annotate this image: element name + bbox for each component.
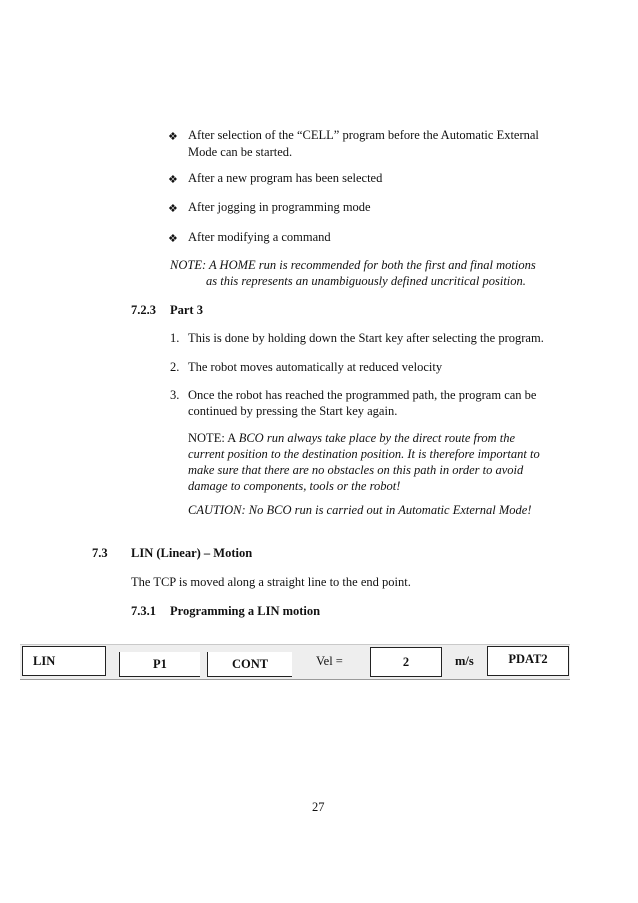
point-value: P1 (153, 656, 167, 671)
command-box[interactable] (22, 646, 106, 676)
bullet-icon: ❖ (168, 131, 178, 143)
command-label: LIN (33, 653, 56, 668)
step-number: 3. (170, 388, 180, 402)
note-text: as this represents an unambiguously defined uncritical position. (206, 274, 526, 288)
paragraph: The TCP is moved along a straight line to the end point. (131, 575, 411, 589)
note-text: make sure that there are no obstacles on this path in order to avoid (188, 463, 524, 477)
step-number: 1. (170, 331, 180, 345)
velocity-value-box[interactable] (370, 647, 442, 677)
bullet-icon: ❖ (168, 174, 178, 186)
note-text: current position to the destination position. It is therefore important to (188, 447, 540, 461)
note-text: damage to components, tools or the robot! (188, 479, 401, 493)
point-data-box[interactable] (487, 646, 569, 676)
section-number: 7.3.1 (131, 604, 156, 618)
note-rest: BCO run always take place by the direct route from the (238, 431, 516, 445)
caution-text: CAUTION: No BCO run is carried out in Automatic External Mode! (188, 503, 532, 517)
velocity-value: 2 (402, 654, 410, 669)
bullet-text: After a new program has been selected (188, 171, 383, 185)
bullet-text: After modifying a command (188, 230, 331, 244)
step-number: 2. (170, 360, 180, 374)
note-text: NOTE: A HOME run is recommended for both the first and final motions (170, 258, 536, 272)
point-field[interactable] (119, 652, 200, 677)
step-text: Once the robot has reached the programmed path, the program can be (188, 388, 537, 402)
section-title: LIN (Linear) – Motion (131, 546, 253, 560)
bullet-icon: ❖ (168, 203, 178, 215)
note-text (188, 431, 515, 446)
bullet-text: Mode can be started. (188, 145, 293, 159)
unit-label: m/s (455, 654, 474, 668)
cont-value: CONT (231, 656, 269, 671)
step-text: The robot moves automatically at reduced velocity (188, 360, 443, 374)
section-title: Programming a LIN motion (170, 604, 321, 618)
step-text: continued by pressing the Start key again. (188, 404, 398, 418)
section-number: 7.3 (92, 546, 108, 560)
section-number: 7.2.3 (131, 303, 156, 317)
page-number: 27 (312, 800, 325, 814)
vel-label: Vel = (316, 654, 343, 668)
cont-field[interactable] (207, 652, 292, 677)
note-prefix: NOTE: A (188, 431, 239, 445)
inline-form-toolbar (20, 644, 570, 680)
point-data-label: PDAT2 (508, 652, 548, 666)
section-title: Part 3 (170, 303, 203, 317)
bullet-text: After jogging in programming mode (188, 200, 371, 214)
bullet-icon: ❖ (168, 233, 178, 245)
bullet-text: After selection of the “CELL” program before the Automatic External (188, 128, 539, 142)
step-text: This is done by holding down the Start key after selecting the program. (188, 331, 544, 345)
